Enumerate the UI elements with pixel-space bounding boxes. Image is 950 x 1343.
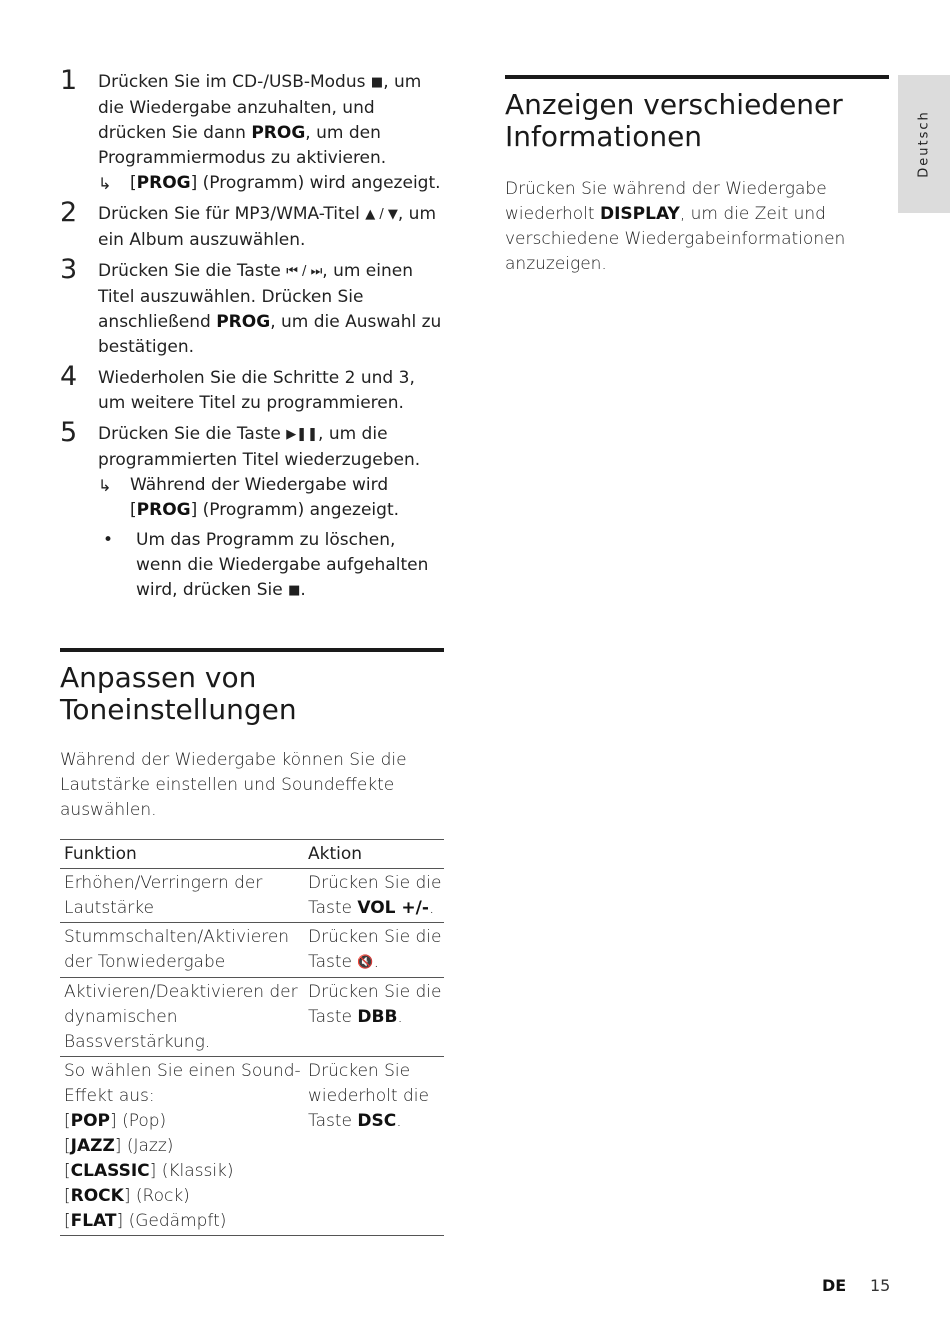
step-3 [60, 254, 444, 360]
table-row [60, 978, 444, 1057]
cell-funktion: Stummschalten/Aktivieren der Tonwiedergabe [60, 923, 304, 978]
language-tab-label: Deutsch [916, 110, 932, 178]
cell-funktion: So wählen Sie einen Sound-Effekt aus: [POP] (Pop) [JAZZ] (Jazz) [CLASSIC] (Klassik) [ROCK] (Rock) [FLAT] (Gedämpft) [60, 1057, 304, 1236]
step-number: 2 [60, 197, 78, 228]
step-text: Drücken Sie für MP3/WMA-Titel ▲ / ▼, um ein Album auszuwählen. [98, 204, 437, 250]
bullet-icon: • [103, 530, 114, 550]
cell-aktion: Drücken Sie die Taste 🔇. [304, 923, 444, 978]
step-number: 1 [60, 65, 78, 96]
stop-icon: ■ [370, 75, 384, 90]
up-down-icon: ▲ / ▼ [365, 207, 398, 222]
effect-rock: [ROCK] (Rock) [64, 1186, 190, 1206]
info-text: Drücken Sie während der Wiedergabe wiederholt DISPLAY, um die Zeit und verschiedene Wiedergabeinformationen anzuzeigen. [505, 179, 846, 274]
cell-aktion: Drücken Sie die Taste DBB. [304, 978, 444, 1057]
table-header-row [60, 840, 444, 869]
effect-jazz: [JAZZ] (Jazz) [64, 1136, 174, 1156]
table-row [60, 1057, 444, 1236]
step-4 [60, 361, 444, 416]
language-tab [898, 75, 950, 213]
step-result: ↳ [PROG] (Programm) wird angezeigt. [98, 171, 444, 196]
effect-pop: [POP] (Pop) [64, 1111, 167, 1131]
step-result: ↳ Während der Wiedergabe wird [PROG] (Programm) angezeigt. [98, 475, 400, 520]
cell-funktion: Aktivieren/Deaktivieren der dynamischen Bassverstärkung. [60, 978, 304, 1057]
step-2 [60, 197, 444, 253]
step-number: 3 [60, 254, 78, 285]
cell-aktion: Drücken Sie die Taste VOL +/-. [304, 869, 444, 923]
step-1 [60, 65, 444, 196]
step-5 [60, 417, 444, 604]
info-heading: Anzeigen verschiedener Informationen [505, 88, 843, 153]
sound-intro: Während der Wiedergabe können Sie die Lautstärke einstellen und Soundeffekte auswählen. [60, 750, 407, 820]
prev-next-icon: ⏮ / ⏭ [286, 264, 323, 279]
cell-funktion: Erhöhen/Verringern der Lautstärke [60, 869, 304, 923]
step-text: Drücken Sie die Taste ⏮ / ⏭, um einen Titel auszuwählen. Drücken Sie anschließend PROG, um die Auswahl zu bestätigen. [98, 261, 442, 357]
step-text: Drücken Sie im CD-/USB-Modus ■, um die Wiedergabe anzuhalten, und drücken Sie dann PROG, um den Programmiermodus zu aktivieren. [98, 72, 422, 168]
footer-language-code: DE [822, 1276, 847, 1295]
section-rule [505, 75, 889, 79]
step-text: Drücken Sie die Taste ▶❚❚, um die programmierten Titel wiederzugeben. [98, 424, 421, 470]
effect-classic: [CLASSIC] (Klassik) [64, 1161, 234, 1181]
sound-heading: Anpassen von Toneinstellungen [60, 661, 297, 726]
left-column [60, 65, 444, 1236]
result-arrow-icon: ↳ [98, 476, 112, 495]
column-header-funktion: Funktion [60, 840, 304, 869]
right-column [505, 75, 889, 277]
step-note: • Um das Programm zu löschen, wenn die Wiedergabe aufgehalten wird, drücken Sie ■. [98, 528, 444, 604]
table-row [60, 923, 444, 978]
footer-page-number: 15 [870, 1276, 891, 1295]
table-row [60, 869, 444, 923]
play-pause-icon: ▶❚❚ [286, 427, 319, 442]
stop-icon: ■ [288, 583, 301, 598]
step-number: 5 [60, 417, 78, 448]
column-header-aktion: Aktion [304, 840, 444, 869]
mute-icon: 🔇 [357, 955, 374, 970]
step-text: Wiederholen Sie die Schritte 2 und 3, um weitere Titel zu programmieren. [98, 368, 415, 413]
step-number: 4 [60, 361, 78, 392]
sound-table [60, 839, 444, 1236]
result-arrow-icon: ↳ [98, 174, 112, 193]
cell-aktion: Drücken Sie wiederholt die Taste DSC. [304, 1057, 444, 1236]
effect-flat: [FLAT] (Gedämpft) [64, 1211, 227, 1231]
section-rule [60, 648, 444, 652]
